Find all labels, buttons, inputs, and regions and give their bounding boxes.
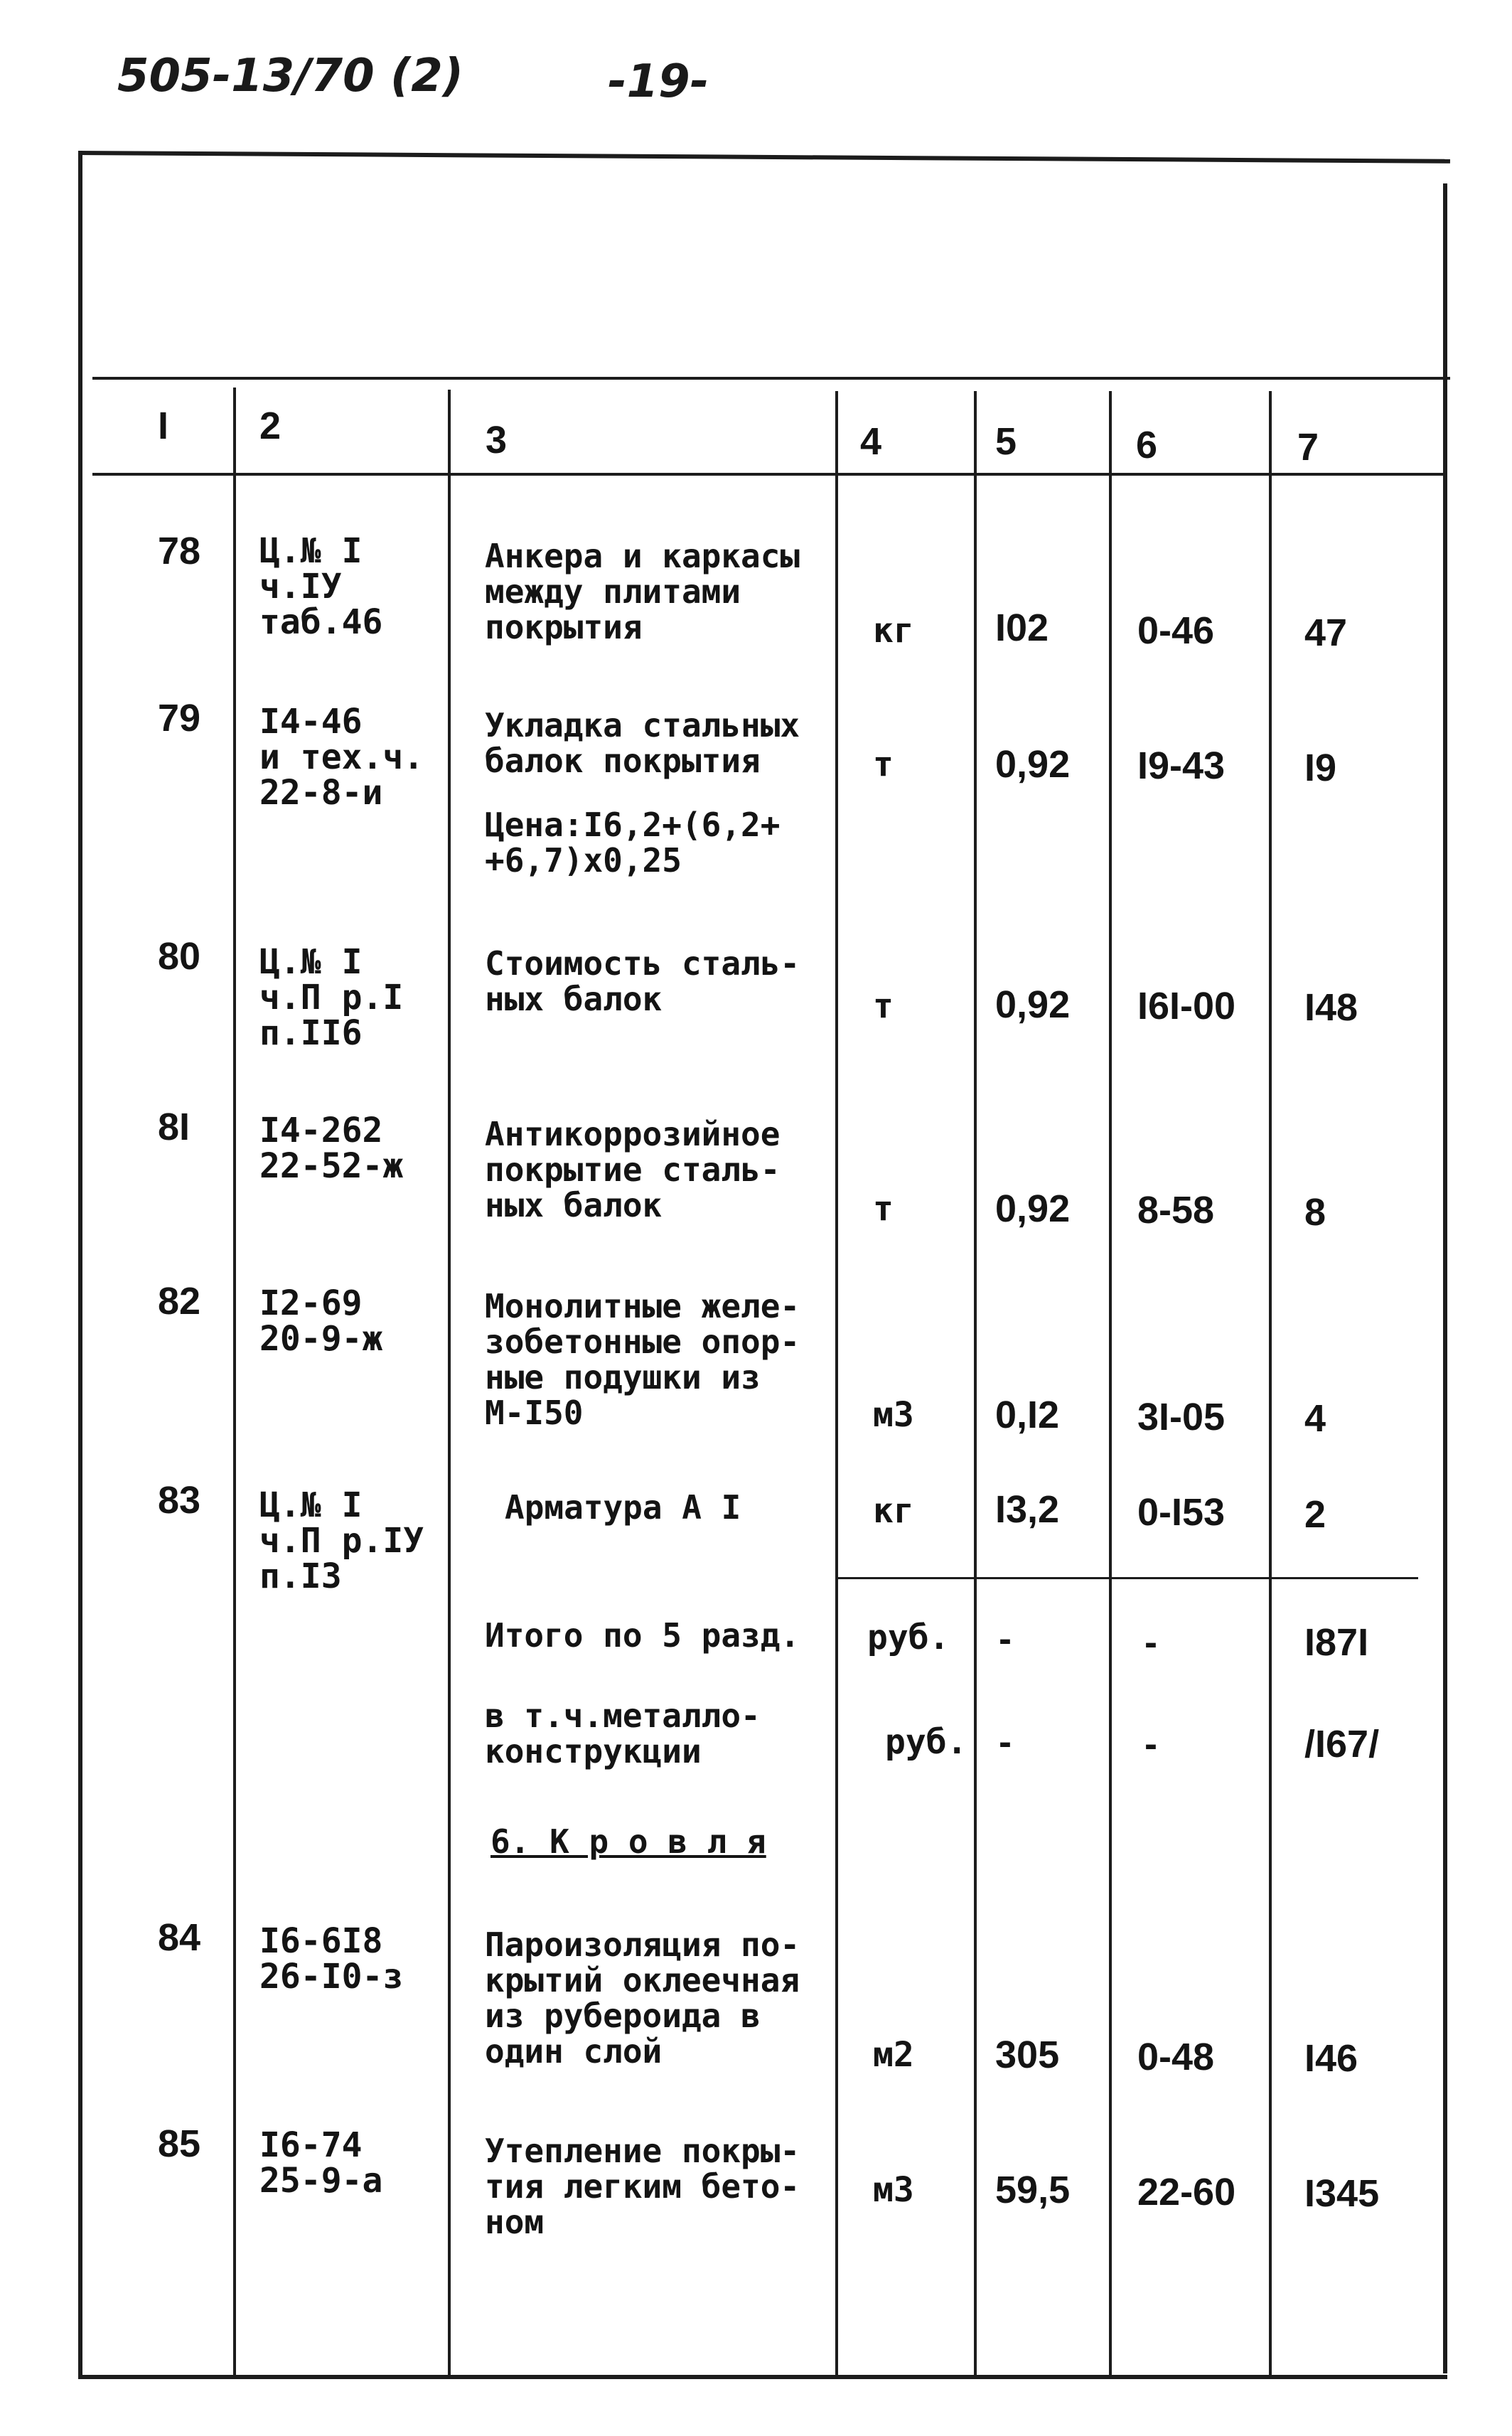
row-description: Арматура А I	[505, 1488, 741, 1527]
row-number: 78	[158, 530, 201, 572]
row-total: 47	[1304, 611, 1348, 654]
row-reference: I2-69 20-9-ж	[259, 1283, 383, 1359]
row-quantity: 0,92	[995, 983, 1071, 1026]
page-number: -19-	[608, 55, 709, 108]
column-header: 6	[1136, 424, 1158, 466]
row-price: I9-43	[1137, 744, 1226, 787]
row-description: Анкера и каркасы между плитами покрытия	[485, 537, 800, 646]
row-unit: т	[873, 744, 894, 784]
column-header: 5	[995, 420, 1017, 463]
summary-total: /I67/	[1304, 1723, 1380, 1765]
row-reference: Ц.№ I ч.П р.IУ п.I3	[259, 1485, 424, 1596]
row-quantity: I3,2	[995, 1488, 1060, 1531]
row-number: 85	[158, 2122, 201, 2165]
row-description: Монолитные желе- зобетонные опор- ные подушки из М-I50	[485, 1287, 800, 1432]
row-unit: т	[873, 1189, 894, 1229]
column-header: 2	[259, 405, 282, 447]
summary-quantity: -	[999, 1618, 1012, 1660]
row-price: 0-I53	[1137, 1491, 1226, 1534]
row-unit: м2	[873, 2035, 914, 2075]
row-total: 8	[1304, 1191, 1326, 1234]
row-unit: кг	[873, 611, 914, 651]
row-quantity: 0,92	[995, 1187, 1071, 1230]
row-unit: м3	[873, 2170, 914, 2210]
summary-price: -	[1144, 1621, 1157, 1664]
row-total: 4	[1304, 1397, 1326, 1440]
row-unit: т	[873, 986, 894, 1026]
row-quantity: 0,92	[995, 743, 1071, 786]
summary-total: I87I	[1304, 1621, 1369, 1664]
row-number: 82	[158, 1280, 201, 1323]
row-total: I345	[1304, 2172, 1380, 2215]
row-reference: I6-6I8 26-I0-з	[259, 1921, 404, 1997]
row-total: I9	[1304, 747, 1337, 789]
row-number: 84	[158, 1916, 201, 1959]
summary-unit: руб.	[885, 1722, 967, 1762]
row-unit: кг	[873, 1491, 914, 1531]
row-reference: I4-46 и тех.ч. 22-8-и	[259, 702, 424, 813]
row-quantity: 0,I2	[995, 1394, 1060, 1436]
row-reference: I4-262 22-52-ж	[259, 1111, 404, 1186]
row-number: 83	[158, 1479, 201, 1522]
row-reference: Ц.№ I ч.IУ таб.46	[259, 531, 383, 642]
row-price: 22-60	[1137, 2171, 1236, 2213]
summary-label: в т.ч.металло- конструкции	[485, 1697, 761, 1770]
row-price: 8-58	[1137, 1189, 1215, 1232]
document-code: 505-13/70 (2)	[117, 50, 463, 102]
row-number: 79	[158, 697, 201, 739]
row-price: 3I-05	[1137, 1396, 1226, 1438]
section-title: 6. К р о в л я	[490, 1822, 766, 1861]
row-quantity: I02	[995, 607, 1049, 649]
row-description: Антикоррозийное покрытие сталь- ных балок	[485, 1115, 781, 1224]
summary-price: -	[1144, 1723, 1157, 1765]
summary-unit: руб.	[867, 1618, 950, 1657]
row-quantity: 305	[995, 2034, 1060, 2076]
row-description: Стоимость сталь- ных балок	[485, 944, 800, 1018]
row-description: Укладка стальных балок покрытия	[485, 706, 800, 780]
row-unit: м3	[873, 1395, 914, 1435]
row-reference: I6-74 25-9-а	[259, 2125, 383, 2201]
column-header: 4	[860, 420, 882, 463]
row-note: Цена:I6,2+(6,2+ +6,7)x0,25	[485, 806, 781, 880]
row-total: I46	[1304, 2037, 1358, 2080]
row-total: I48	[1304, 986, 1358, 1029]
summary-quantity: -	[999, 1721, 1012, 1763]
row-price: I6I-00	[1137, 985, 1236, 1027]
row-total: 2	[1304, 1493, 1326, 1536]
row-price: 0-48	[1137, 2036, 1215, 2078]
row-reference: Ц.№ I ч.П р.I п.II6	[259, 942, 404, 1053]
column-header: I	[158, 405, 169, 447]
row-price: 0-46	[1137, 609, 1215, 652]
column-header: 3	[486, 419, 508, 461]
summary-label: Итого по 5 разд.	[485, 1616, 800, 1655]
row-description: Утепление покры- тия легким бето- ном	[485, 2132, 800, 2241]
column-header: 7	[1297, 426, 1319, 469]
row-number: 8I	[158, 1106, 191, 1148]
row-number: 80	[158, 935, 201, 978]
row-quantity: 59,5	[995, 2169, 1071, 2211]
row-description: Пароизоляция по- крытий оклеечная из рубероида в один слой	[485, 1925, 800, 2071]
